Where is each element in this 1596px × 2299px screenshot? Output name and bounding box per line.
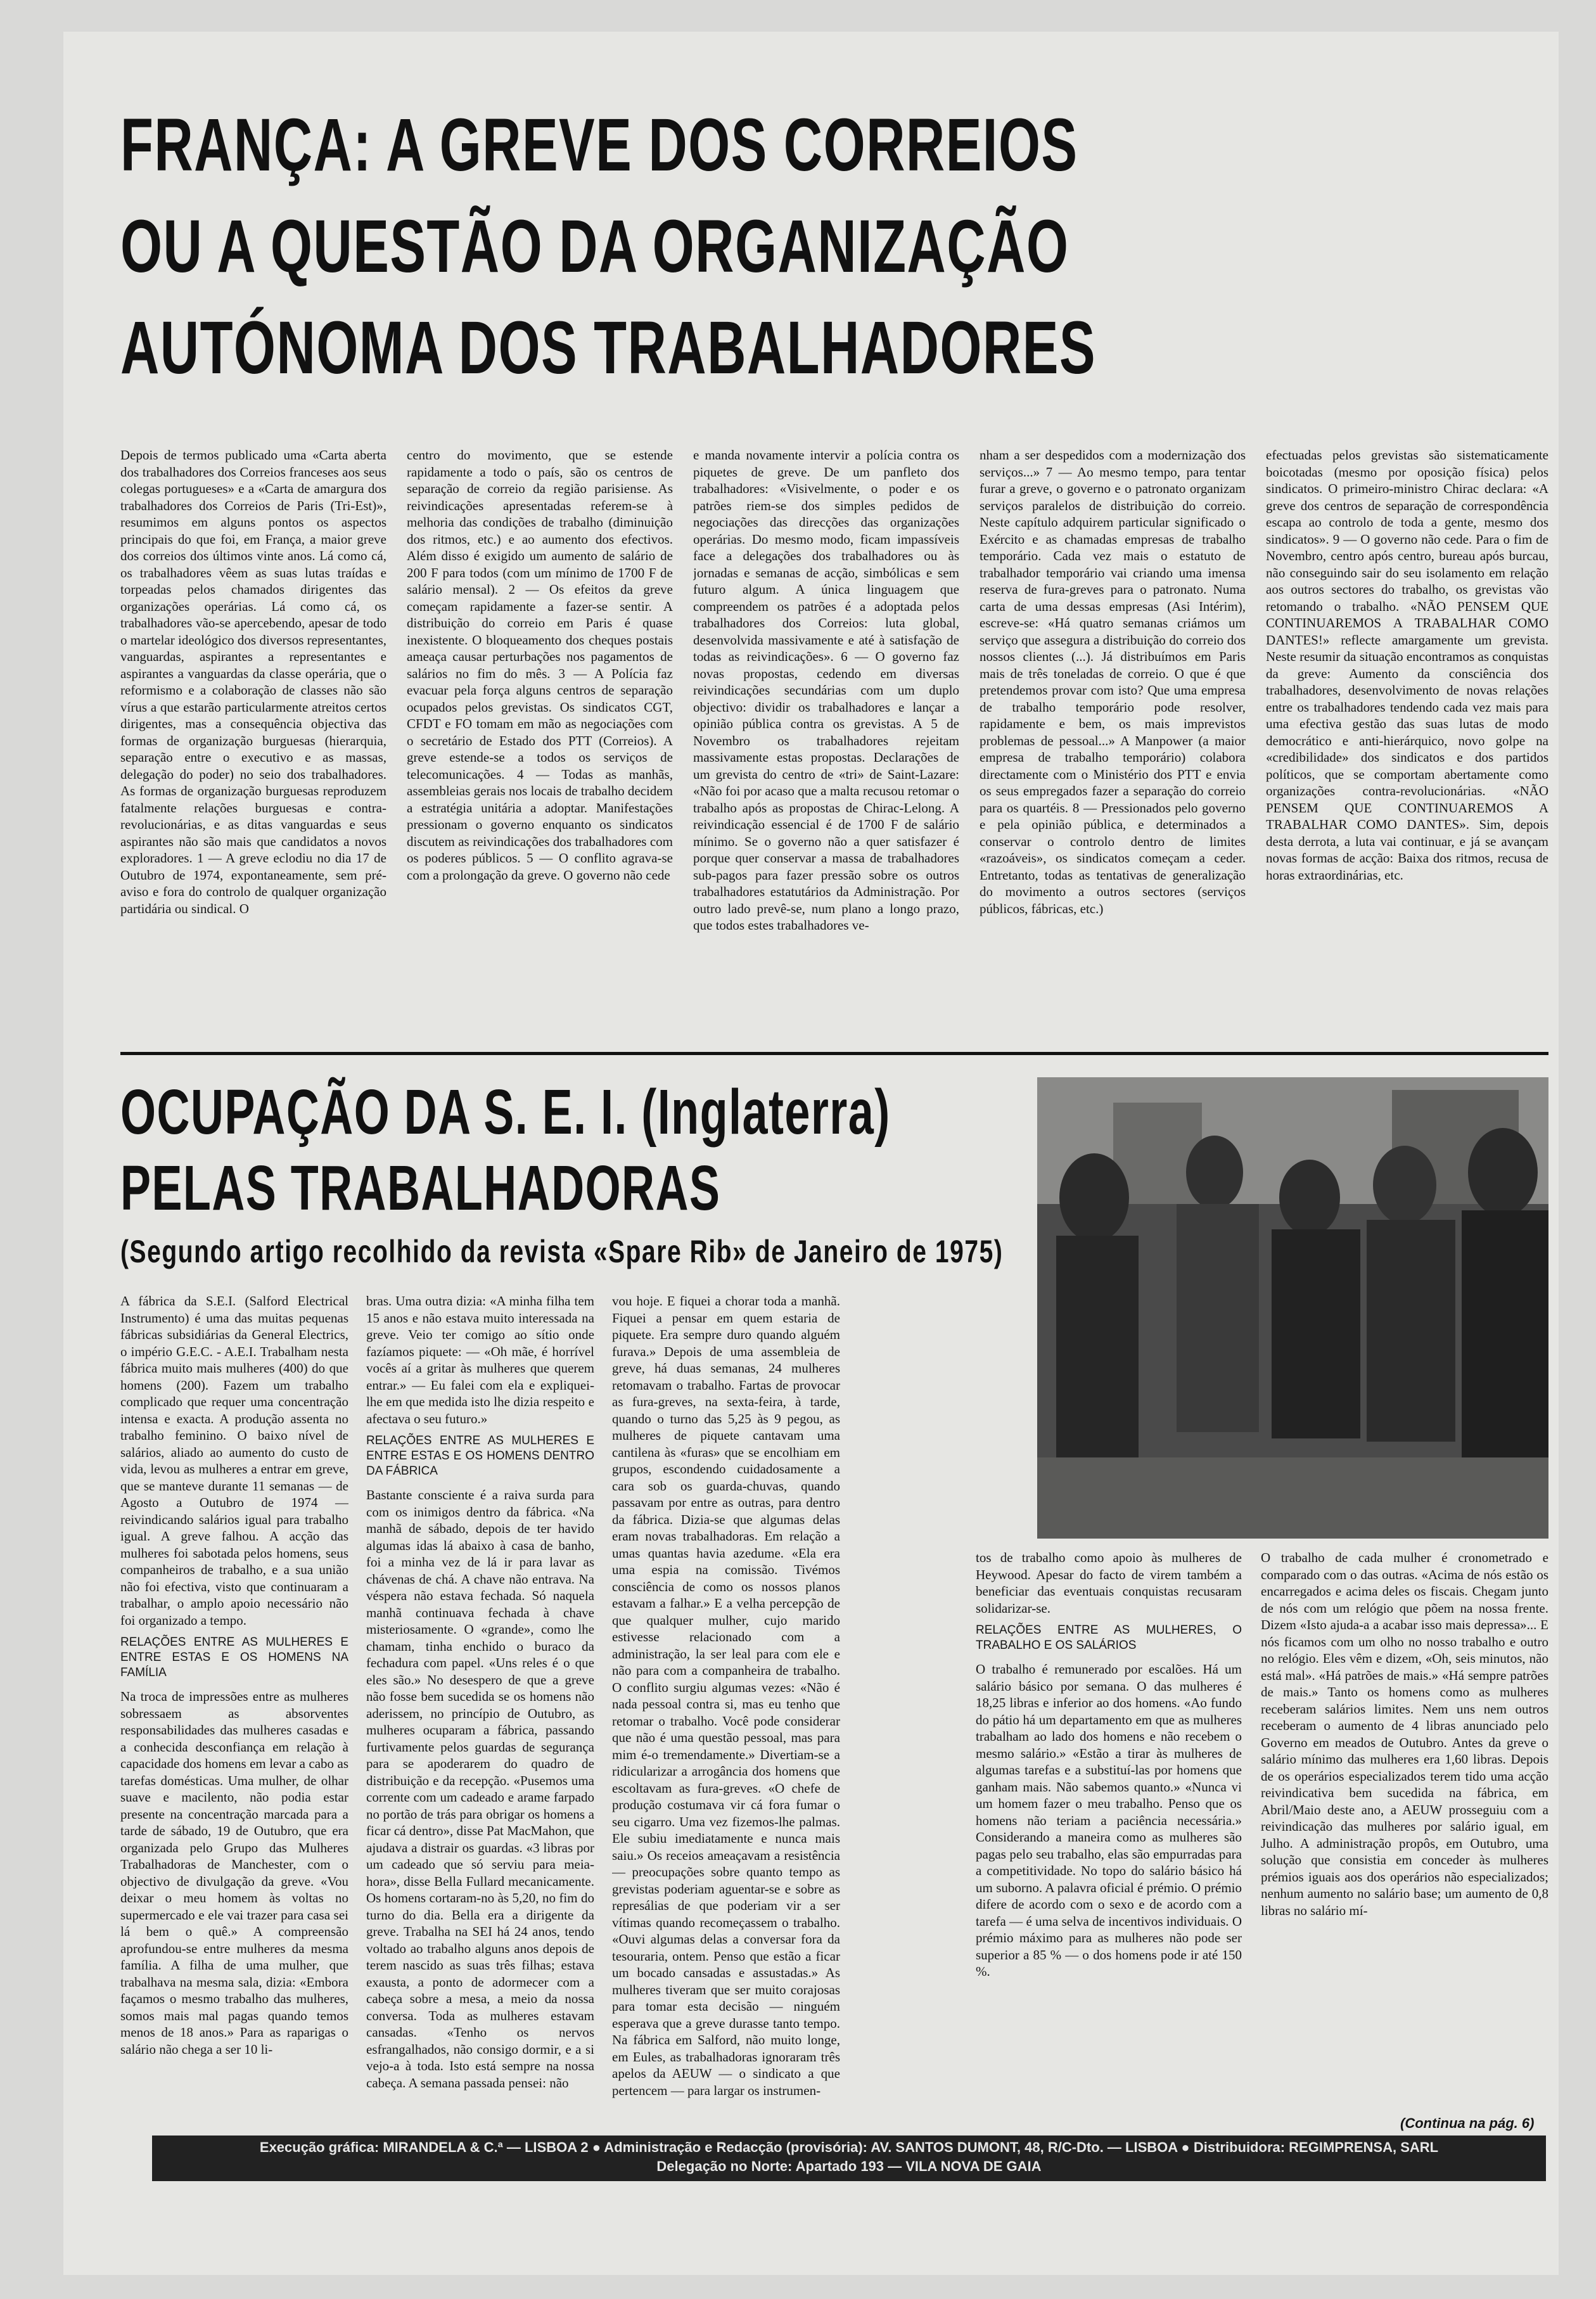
continued-note: (Continua na pág. 6): [1400, 2115, 1535, 2131]
footer-line-1: Execução gráfica: MIRANDELA & C.ª — LISBOA 2 ● Administração e Redacção (provisória): AV. SANTOS DUMONT, 48, R/C-Dto. — LISBOA ● Distribuidora: REGIMPRENSA, SARL: [259, 2139, 1439, 2155]
headline-france-line1: FRANÇA: A GREVE DOS CORREIOS: [120, 103, 1078, 187]
article2-col4b-text: O trabalho é remunerado por escalões. Há um salário básico por semana. O das mulheres é 18,25 libras e inferior ao dos homens. «Ao fundo do pátio há um departamento em que as mulheres trabalham ao lado dos homens e não recebem o mesmo salário.» «Estão a tirar às mulheres de algumas tarefas e a substituí-las por homens que ganham mais. Não sabemos quanto.» «Nunca vi um homem fazer o meu trabalho. Penso que os homens não teriam a paciência necessária.» Considerando a maneira como as mulheres são pagas pelo seu trabalho, elas são empurradas para a competitividade. No topo do salário básico há um suborno. A palavra oficial é prémio. O prémio difere de acordo com o sexo e de acordo com a tarefa — é uma selva de incentivos individuais. O prémio máximo para as mulheres não pode ser superior a 85 % — o dos homens pode ir até 150 %.: [976, 1662, 1242, 1979]
strike-photo: [1037, 1077, 1548, 1539]
headline-sei-subtitle: (Segundo artigo recolhido da revista «Spare Rib» de Janeiro de 1975): [120, 1234, 1004, 1269]
footer-line-2: Delegação no Norte: Apartado 193 — VILA NOVA DE GAIA: [656, 2158, 1042, 2174]
article1-column-2: centro do movimento, que se estende rapidamente a todo o país, são os centros de separação de correio da região parisiense. As reivindicações apresentadas referem-se à melhoria das condições de trabalho (diminuição dos ritmos, etc.) e ao aumento dos efectivos. Além disso é exigido um aumento de salário de 200 F para todos (com um mínimo de 1700 F de salário mensal). 2 — Os efeitos da greve começam rapidamente a fazer-se sentir. A distribuição do correio em Paris é quase inexistente. O bloqueamento dos cheques postais ameaça causar perturbações nos pagamentos de salários no fim do mês. 3 — A Polícia faz evacuar pela força alguns centros de separação ocupados pelos grevistas. Os sindicatos CGT, CFDT e FO tomam em mão as negociações com o secretário de Estado dos PTT (Correios). A greve estende-se a todos os serviços de telecomunicações. 4 — Todas as manhãs, assembleias gerais nos locais de trabalho decidem a estratégia unitária a adoptar. Manifestações pressionam o governo enquanto os sindicatos discutem as reivindicações dos trabalhadores com os poderes públicos. 5 — O conflito agrava-se com a prolongação da greve. O governo não cede: [407, 447, 673, 883]
subheading-family: RELAÇÕES ENTRE AS MULHERES E ENTRE ESTAS E OS HOMENS NA FAMÍLIA: [120, 1636, 348, 1679]
article2-column-2: [366, 1293, 594, 2110]
article2-col2b-text: Bastante consciente é a raiva surda para com os inimigos dentro da fábrica. «Na manhã de sábado, depois de ter havido algumas idas lá abaixo à casa de banho, foi a minha vez de lá ir para lavar as chávenas de chá. A chave não entrava. Na véspera não estava fechada. Só naquela manhã continuava fechada à chave misteriosamente. O «grande», como lhe chamam, tinha enchido o buraco da fechadura com papel. «Uns reles é o que eles são.» No desespero de que a greve não fosse bem sucedida se os homens não aderissem, no princípio de Outubro, as mulheres ocuparam a fábrica, passando furtivamente pelos guardas de segurança para se apoderarem do quadro de distribuição e da recepção. «Pusemos uma corrente com um cadeado e arame farpado no portão de trás para obrigar os homens a ficar cá dentro», disse Pat MacMahon, que ajudava a distrair os guardas. «3 libras por um cadeado que só serviu para meia-hora», disse Bella Fullard mecanicamente. Os homens cortaram-no às 5,20, no fim do turno do dia. Bella era a dirigente da greve. Trabalha na SEI há 24 anos, tendo voltado ao trabalho alguns anos depois de terem nascido as suas três filhas; estava exausta, a ponto de adormecer com a cabeça sobre a mesa, a meio da nossa conversa. Toda as mulheres estavam cansadas. «Tenho os nervos esfrangalhados, não consigo dormir, e a si vejo-a à toda. Isto está sempre na nossa cabeça. A semana passada pensei: não: [366, 1487, 594, 2091]
article2-column-5: O trabalho de cada mulher é cronometrado e comparado com o das outras. «Acima de nós estão os encarregados e acima deles os fiscais. Chegam junto de nós com um relógio que põem na nossa frente. Dizem «Isto ajuda-a a acabar isso mais depressa»... E nós ficamos com um olho no nosso trabalho e outro no relógio. Eles vêm e dizem, «Oh, seis minutos, não está mal». «Há patrões de mais.» «Há sempre patrões de mais.» Tanto os homens como as mulheres receberam salários limites. Nem uns nem outros receberam o aumento de 4 libras anunciado pelo Governo em meados de Outubro. Antes da greve o salário mínimo das mulheres era 1,60 libras. Depois de os operários especializados terem tido uma acção reivindicativa bem sucedida na fábrica, em Abril/Maio deste ano, a AEUW prosseguiu com a reivindicação das mulheres por salário igual, em Julho. A administração propôs, em Outubro, uma solução que consistia em conceder às mulheres prémios iguais aos dos operários não especializados; nenhum aumento no salário base; um aumento de 0,8 libras no salário mí-: [1261, 1550, 1548, 1918]
article2-column-4: [976, 1549, 1242, 2110]
subheading-wages: RELAÇÕES ENTRE AS MULHERES, O TRABALHO E OS SALÁRIOS: [976, 1623, 1242, 1652]
headline-sei-line2: PELAS TRABALHADORAS: [120, 1153, 721, 1224]
article2-column-3: vou hoje. E fiquei a chorar toda a manhã. Fiquei a pensar em quem estaria de piquete. Era sempre duro quando alguém furava.» Depois de uma assembleia de greve, há duas semanas, 24 mulheres retomavam o trabalho. Fartas de provocar as fura-greves, na sexta-feira, à tarde, quando o turno das 5,25 às 9 pegou, as mulheres de piquete cantavam uma cantilena às «furas» que se encolhiam em grupos, escondendo cuidadosamente a cara sob os guarda-chuvas, quando passavam por entre as outras, para dentro da fábrica. Dizia-se que algumas delas eram novas trabalhadoras. Em relação a umas quantas havia azedume. «Ela era uma espia na comissão. Tivémos consciência de como os nossos planos estavam a falhar.» E a velha percepção de que qualquer mulher, cujo marido estivesse relacionado com a administração, la ser leal para com ele e não para com a companheira de trabalho. O conflito surgiu algumas vezes: «Não é nada pessoal contra si, mas eu tenho que retomar o trabalho. Você pode considerar que não é uma questão pessoal, mas para mim é-o tremendamente.» Divertiam-se a ridicularizar a arrogância dos homens que escoltavam as fura-greves. «O chefe de produção costumava vir cá fora fumar o seu cigarro. Uma vez fizemos-lhe palmas. Ele subiu imediatamente e nunca mais saiu.» Os receios ameaçavam a resistência — preocupações sobre quanto tempo as grevistas poderiam aguentar-se e sobre as represálias de que poderiam vir a ser vítimas quando recomeçassem o trabalho. «Ouvi algumas delas a conversar fora da tesouraria, ontem. Penso que estão a ficar um bocado cansadas e assustadas.» As mulheres tiveram que ser muito corajosas para tomar esta decisão — ninguém esperava que a greve durasse tanto tempo. Na fábrica em Salford, não muito longe, em Eules, as trabalhadoras ignoraram três apelos da AEUW — o sindicato a que pertencem — para largar os instrumen-: [612, 1293, 840, 2098]
headline-sei-line1: OCUPAÇÃO DA S. E. I. (Inglaterra): [120, 1077, 891, 1148]
subheading-factory: RELAÇÕES ENTRE AS MULHERES E ENTRE ESTAS E OS HOMENS DENTRO DA FÁBRICA: [366, 1434, 594, 1478]
article1-column-4: nham a ser despedidos com a modernização dos serviços...» 7 — Ao mesmo tempo, para tentar furar a greve, o governo e o patronato organizam serviços paralelos de distribuição do correio. Neste capítulo adquirem particular significado o Exército e as chamadas empresas de trabalho temporário. Cada vez mais o estatuto de trabalhador temporário vai criando uma imensa reserva de fura-greves para o patronato. Numa carta de uma dessas empresas (Asi Intérim), escreve-se: «Há quatro semanas criámos um serviço que assegura a distribuição do correio dos nossos clientes (...). Já distribuímos em Paris mais de três toneladas de correio. O que é que pretendemos provar com isto? Que uma empresa de trabalho temporário pode resolver, rapidamente e bem, os mais imprevistos problemas de pessoal...» A Manpower (a maior empresa de trabalho temporário) colabora directamente com o Ministério dos PTT e envia os seus empregados fazer a separação do correio para os quartéis. 8 — Pressionados pelo governo e pela opinião pública, e determinados a conservar o controlo dentro de limites «razoáveis», os sindicatos começam a ceder. Entretanto, todas as tentativas de generalização do movimento a outros sectores (serviços públicos, fábricas, etc.): [980, 447, 1246, 916]
section-divider: [120, 1052, 1548, 1055]
article2-col1b-text: Na troca de impressões entre as mulheres sobressaem as absorventes responsabilidades das mulheres casadas e a conhecida desconfiança em relação à capacidade dos homens em levar a cabo as tarefas domésticas. Uma mulher, de olhar suave e macilento, não podia estar presente na concentração marcada para a tarde de sábado, 19 de Outubro, que era organizada pelo Grupo das Mulheres Trabalhadoras de Manchester, com o objectivo de divulgação da greve. «Vou deixar o meu homem às voltas no supermercado e ele vai trazer para casa sei lá bem o quê.» A compreensão aprofundou-se entre mulheres da mesma família. A filha de uma mulher, que trabalhava na mesma sala, dizia: «Embora façamos o mesmo trabalho das mulheres, somos mais mal pagas quando temos menos de 18 anos.» Para as raparigas o salário não chega a ser 10 li-: [120, 1689, 348, 2057]
article2-column-1: [120, 1293, 348, 2110]
article2-col4-text: tos de trabalho como apoio às mulheres de Heywood. Apesar do facto de virem também a beneficiar das eventuais conquistas recusaram solidarizar-se.: [976, 1550, 1242, 1616]
headline-france-line3: AUTÓNOMA DOS TRABALHADORES: [120, 306, 1096, 390]
article1-column-5: efectuadas pelos grevistas são sistematicamente boicotadas (mesmo por oposição física) pelos sindicatos. O primeiro-ministro Chirac declara: «A greve dos centros de separação de correspondência escapa ao controlo de toda a gente, mesmo dos sindicatos». 9 — O governo não cede. Para o fim de Novembro, centro após centro, bureau após burcau, não conseguindo sair do seu isolamento em relação aos outros sectores do trabalho, os grevistas vão retomando o trabalho. «NÃO PENSEM QUE CONTINUAREMOS A TRABALHAR COMO DANTES!» reflecte amargamente um grevista. Neste resumir da situação encontramos as conquistas da greve: Aumento da consciência dos trabalhadores, desenvolvimento de novas relações entre os trabalhadores tendendo cada vez mais para uma efectiva gestão das suas lutas de modo democrático e anti-hierárquico, novo golpe na «credibilidade» dos sindicatos e dos partidos políticos, que se comportam abertamente como organizações contra-revolucionárias. «NÃO PENSEM QUE CONTINUAREMOS A TRABALHAR COMO DANTES». Sim, depois desta derrota, a luta vai continuar, e já se avançam novas formas de acção: Baixa dos ritmos, recusa de horas extraordinárias, etc.: [1266, 447, 1548, 883]
headline-france-line2: OU A QUESTÃO DA ORGANIZAÇÃO: [120, 205, 1069, 288]
footer-bar: [152, 2136, 1546, 2181]
newspaper-page: [63, 32, 1559, 2275]
article2-col1-text: A fábrica da S.E.I. (Salford Electrical Instrumento) é uma das muitas pequenas fábricas subsidiárias da General Electrics, o império G.E.C. - A.E.I. Trabalham nesta fábrica muito mais mulheres (400) do que homens (200). Fazem um trabalho complicado que requer uma concentração intensa e exacta. A produção assenta no trabalho feminino. O baixo nível de salários, aliado ao aumento do custo de vida, levou as mulheres a entrar em greve, que se manteve durante 11 semanas — de Agosto a Outubro de 1974 — reivindicando salários igual para trabalho igual. A greve falhou. A acção das mulheres foi sabotada pelos homens, seus companheiros de trabalho, e a sua união não foi efectiva, visto que continuaram a trabalhar, o amplo apoio necessário não foi organizado a tempo.: [120, 1293, 348, 1628]
article2-col2-text: bras. Uma outra dizia: «A minha filha tem 15 anos e não estava muito interessada na greve. Veio ter comigo ao sítio onde fazíamos piquete: — «Oh mãe, é horrível vocês aí a gritar às mulheres que querem entrar.» — Eu falei com ela e expliquei-lhe em que medida isto lhe dizia respeito e afectava o seu futuro.»: [366, 1293, 594, 1426]
article1-column-1: Depois de termos publicado uma «Carta aberta dos trabalhadores dos Correios franceses aos seus colegas portugueses» e a «Carta de amargura dos trabalhadores dos Correios de Paris (Tri-Est)», resumimos em alguns pontos os aspectos principais do que foi, em França, a maior greve dos correios dos últimos vinte anos. Lá como cá, os trabalhadores vêem as suas lutas traídas e torpeadas pelos chamados dirigentes das organizações operárias. Lá como cá, os trabalhadores vão-se apercebendo, apesar de todo o martelar ideológico dos diversos representantes, vanguardas, aspirantes a representantes e aspirantes a vanguardas da classe operária, que o reformismo e a colaboração de classes não são vírus a que estarão particularmente atreitos certos dirigentes, mas a consequência objectiva das formas de organização burguesas (hierarquia, separação entre o executivo e as massas, delegação do poder) no seio dos trabalhadores. As formas de organização burguesas reproduzem fatalmente relações burguesas e contra-revolucionárias, e as ditas vanguardas e seus aspirantes não são mais que candidatos a novos exploradores. 1 — A greve eclodiu no dia 17 de Outubro de 1974, expontaneamente, sem pré-aviso e fora do controlo de qualquer organização partidária ou sindical. O: [120, 447, 386, 916]
article1-column-3: e manda novamente intervir a polícia contra os piquetes de greve. De um panfleto dos trabalhadores: «Visivelmente, o poder e os patrões riem-se dos simples pedidos de negociações das direcções das organizações operárias. Do mesmo modo, ficam impassíveis face a delegações dos trabalhadores ou às jornadas e semanas de acção, simbólicas e sem futuro algum. A única linguagem que compreendem os patrões é a adoptada pelos trabalhadores dos Correios: luta global, desenvolvida massivamente e até à satisfação de todas as reivindicações». 6 — O governo faz novas propostas, cedendo em diversas reivindicações secundárias com um duplo objectivo: dividir os trabalhadores e lançar a opinião pública contra os grevistas. A 5 de Novembro os trabalhadores rejeitam massivamente estas propostas. Declarações de um grevista do centro de «tri» de Saint-Lazare: «Não foi por acaso que a malta recusou retomar o trabalho após as propostas de Chirac-Lelong. A reivindicação essencial é de 1700 F de salário mínimo. Se o governo não a quer satisfazer é porque quer conservar a massa de trabalhadores sub-pagos para fazer pressão sobre os outros trabalhadores estatutários da Administração. Por outro lado prevê-se, num plano a longo prazo, que todos estes trabalhadores ve-: [693, 447, 959, 933]
